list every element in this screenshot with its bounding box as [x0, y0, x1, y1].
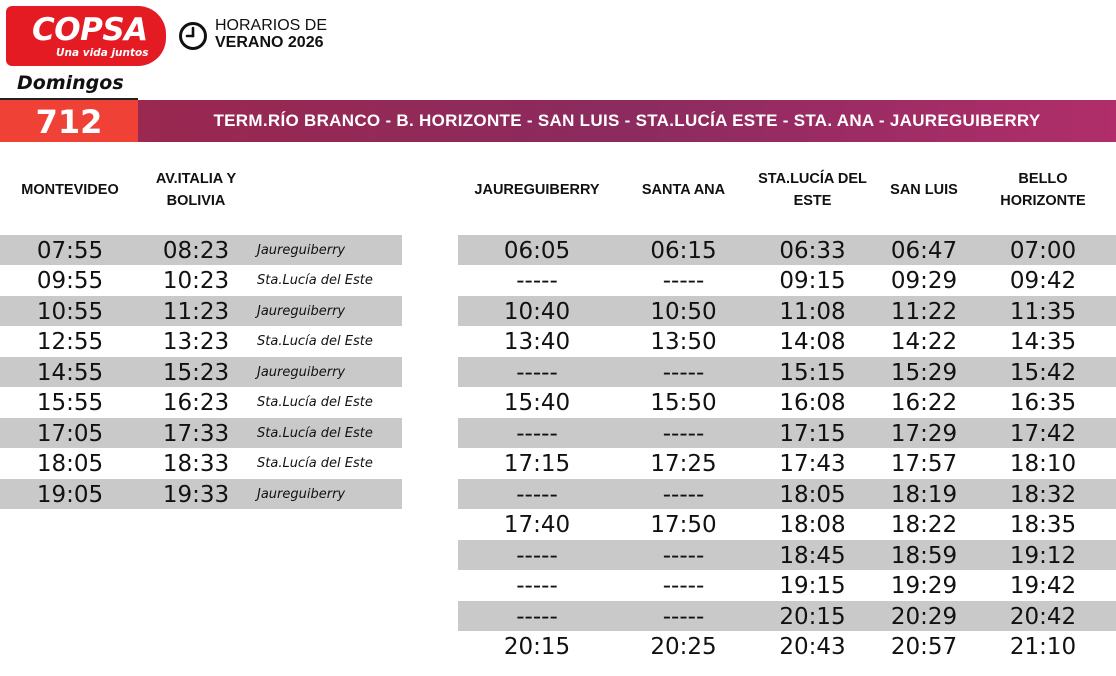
bello-horizonte-time: 11:35 [1009, 299, 1077, 325]
sta-lucia-time: 18:05 [779, 482, 846, 508]
sta-lucia-time: 15:15 [779, 360, 846, 386]
montevideo-time: 15:55 [36, 390, 104, 416]
italia-time: 19:33 [162, 482, 230, 508]
sta-lucia-time: 20:15 [779, 604, 846, 630]
santa-ana-time: ----- [662, 421, 705, 447]
jaureguiberry-time: 13:40 [503, 329, 571, 355]
clock-icon [178, 21, 208, 51]
san-luis-time: 17:57 [890, 451, 958, 477]
sta-lucia-time: 17:43 [779, 451, 846, 477]
sta-lucia-time: 17:15 [779, 421, 846, 447]
montevideo-time: 07:55 [36, 238, 104, 264]
copsa-logo [6, 6, 166, 66]
brand-name: COPSA [32, 12, 148, 48]
santa-ana-time: ----- [662, 573, 705, 599]
bello-horizonte-time: 15:42 [1009, 360, 1077, 386]
jaureguiberry-time: 20:15 [503, 634, 571, 660]
day-label: Domingos [17, 72, 124, 94]
santa-ana-time: ----- [662, 268, 705, 294]
bello-horizonte-time: 18:35 [1009, 512, 1077, 538]
san-luis-time: 06:47 [890, 238, 958, 264]
san-luis-time: 18:19 [890, 482, 958, 508]
jaureguiberry-time: 17:40 [503, 512, 571, 538]
san-luis-time: 16:22 [890, 390, 958, 416]
bello-horizonte-time: 19:42 [1009, 573, 1077, 599]
italia-time: 15:23 [162, 360, 230, 386]
sta-lucia-time: 18:45 [779, 543, 846, 569]
season-line1: HORARIOS DE [215, 17, 328, 34]
bello-horizonte-time: 17:42 [1009, 421, 1077, 447]
italia-time: 10:23 [162, 268, 230, 294]
sta-lucia-time: 06:33 [779, 238, 846, 264]
sta-lucia-time: 16:08 [779, 390, 846, 416]
brand-slogan: Una vida juntos [56, 47, 149, 59]
san-luis-time: 09:29 [890, 268, 958, 294]
jaureguiberry-time: 15:40 [503, 390, 571, 416]
bello-horizonte-time: 16:35 [1009, 390, 1077, 416]
san-luis-time: 14:22 [890, 329, 958, 355]
san-luis-time: 18:59 [890, 543, 958, 569]
santa-ana-time: 06:15 [650, 238, 717, 264]
italia-time: 16:23 [162, 390, 230, 416]
sta-lucia-time: 18:08 [779, 512, 846, 538]
italia-time: 17:33 [162, 421, 230, 447]
destination-label: Sta.Lucía del Este [257, 426, 373, 441]
jaureguiberry-time: ----- [516, 268, 558, 294]
bello-horizonte-time: 14:35 [1009, 329, 1077, 355]
santa-ana-time: 10:50 [650, 299, 717, 325]
jaureguiberry-time: 17:15 [503, 451, 571, 477]
san-luis-time: 20:29 [890, 604, 958, 630]
destination-label: Jaureguiberry [257, 243, 346, 258]
destination-label: Sta.Lucía del Este [257, 395, 373, 410]
santa-ana-time: 20:25 [650, 634, 717, 660]
destination-label: Jaureguiberry [257, 365, 346, 380]
destination-label: Jaureguiberry [257, 487, 346, 502]
header-santa-ana: SANTA ANA [641, 182, 726, 198]
montevideo-time: 12:55 [36, 329, 104, 355]
destination-label: Sta.Lucía del Este [257, 334, 373, 349]
san-luis-time: 15:29 [890, 360, 958, 386]
bello-horizonte-time: 19:12 [1009, 543, 1077, 569]
sta-lucia-time: 09:15 [779, 268, 846, 294]
san-luis-time: 20:57 [890, 634, 958, 660]
italia-time: 13:23 [162, 329, 230, 355]
header-av-italia: AV.ITALIA Y BOLIVIA [155, 171, 237, 209]
jaureguiberry-time: ----- [516, 604, 558, 630]
santa-ana-time: ----- [662, 543, 705, 569]
bello-horizonte-time: 20:42 [1009, 604, 1077, 630]
header-montevideo: MONTEVIDEO [21, 182, 119, 198]
bello-horizonte-time: 07:00 [1009, 238, 1077, 264]
bello-horizonte-time: 09:42 [1009, 268, 1077, 294]
jaureguiberry-time: ----- [516, 421, 558, 447]
san-luis-time: 11:22 [890, 299, 958, 325]
bello-horizonte-time: 18:10 [1009, 451, 1077, 477]
san-luis-time: 17:29 [890, 421, 958, 447]
san-luis-time: 18:22 [890, 512, 958, 538]
sta-lucia-time: 14:08 [779, 329, 846, 355]
montevideo-time: 09:55 [36, 268, 104, 294]
santa-ana-time: 17:50 [650, 512, 717, 538]
montevideo-time: 19:05 [36, 482, 104, 508]
destination-label: Sta.Lucía del Este [257, 273, 373, 288]
italia-time: 08:23 [162, 238, 230, 264]
santa-ana-time: 13:50 [650, 329, 717, 355]
jaureguiberry-time: ----- [516, 573, 558, 599]
sta-lucia-time: 20:43 [779, 634, 846, 660]
jaureguiberry-time: ----- [516, 360, 558, 386]
jaureguiberry-time: ----- [516, 543, 558, 569]
montevideo-time: 14:55 [36, 360, 104, 386]
santa-ana-time: ----- [662, 482, 705, 508]
bello-horizonte-time: 21:10 [1009, 634, 1077, 660]
header-bello-horizonte: BELLO HORIZONTE [1000, 171, 1086, 209]
destination-label: Jaureguiberry [257, 304, 346, 319]
sta-lucia-time: 19:15 [779, 573, 846, 599]
santa-ana-time: ----- [662, 604, 705, 630]
destination-label: Sta.Lucía del Este [257, 456, 373, 471]
season-line2: VERANO 2026 [215, 34, 324, 51]
italia-time: 18:33 [162, 451, 230, 477]
italia-time: 11:23 [162, 299, 230, 325]
san-luis-time: 19:29 [890, 573, 958, 599]
santa-ana-time: 17:25 [650, 451, 717, 477]
montevideo-time: 17:05 [36, 421, 104, 447]
header-san-luis: SAN LUIS [890, 182, 958, 198]
header-jaureguiberry: JAUREGUIBERRY [474, 182, 600, 198]
jaureguiberry-time: ----- [516, 482, 558, 508]
montevideo-time: 18:05 [36, 451, 104, 477]
santa-ana-time: 15:50 [650, 390, 717, 416]
santa-ana-time: ----- [662, 360, 705, 386]
season-title [215, 17, 327, 51]
montevideo-time: 10:55 [36, 299, 104, 325]
header-sta-lucia: STA.LUCÍA DEL ESTE [758, 171, 867, 209]
bello-horizonte-time: 18:32 [1009, 482, 1077, 508]
route-name: TERM.RÍO BRANCO - B. HORIZONTE - SAN LUIS - STA.LUCÍA ESTE - STA. ANA - JAUREGUIBERRY [138, 100, 1116, 142]
sta-lucia-time: 11:08 [779, 299, 846, 325]
jaureguiberry-time: 06:05 [503, 238, 571, 264]
route-number: 712 [0, 100, 138, 142]
jaureguiberry-time: 10:40 [503, 299, 571, 325]
